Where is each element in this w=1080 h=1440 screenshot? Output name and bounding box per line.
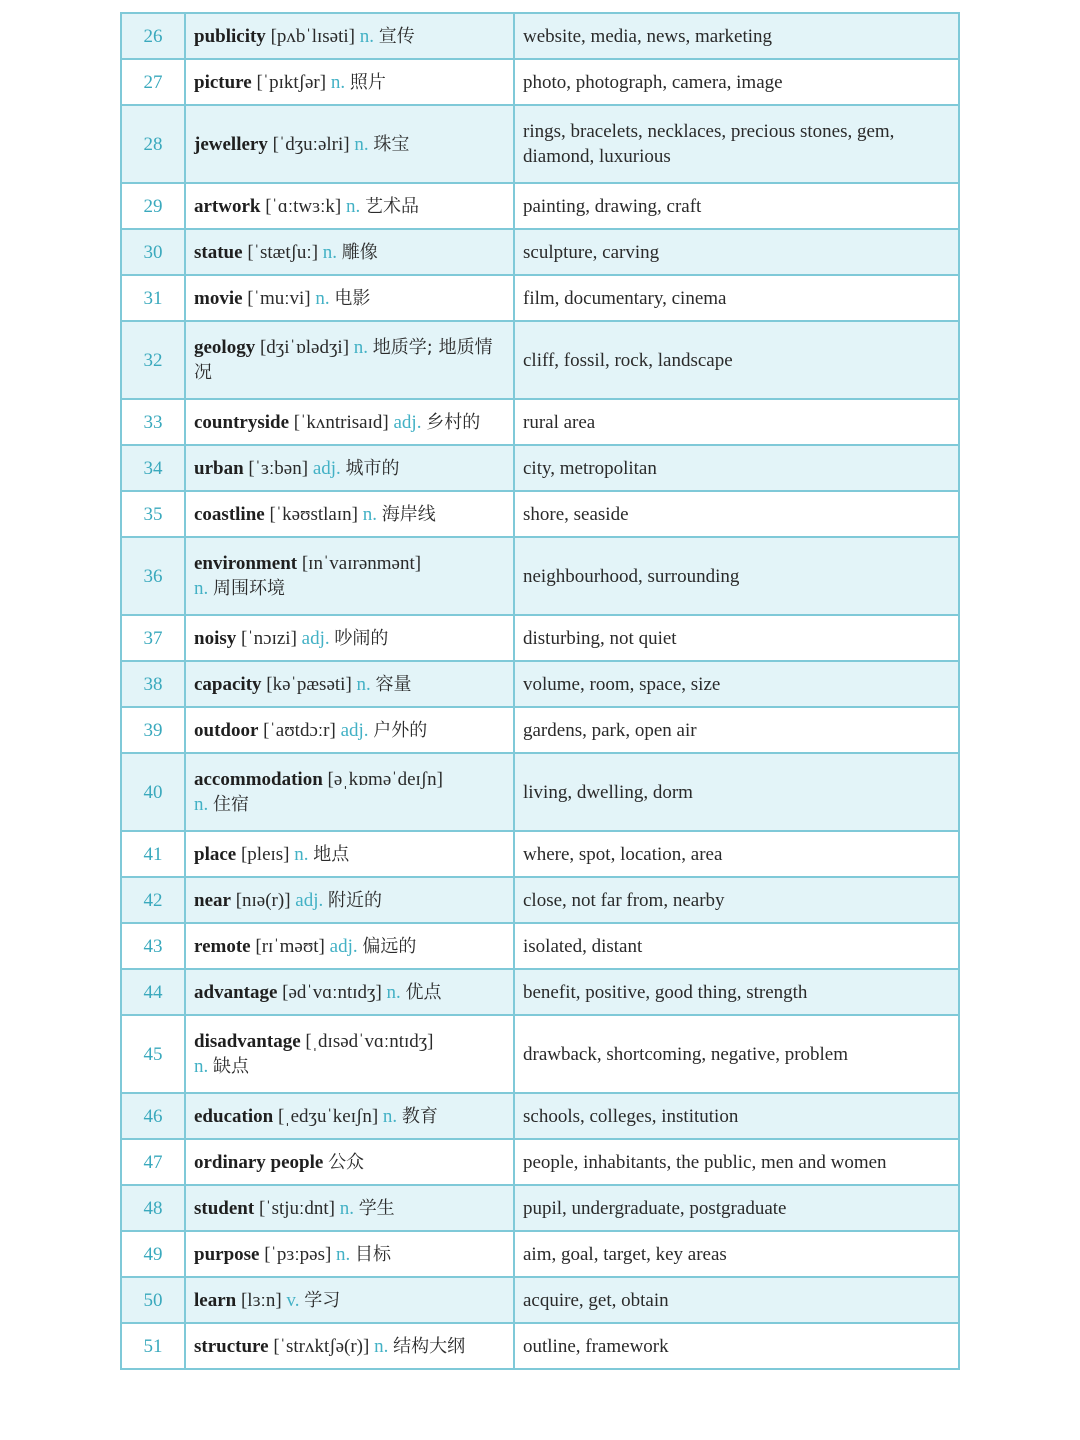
row-number: 26 [121,13,185,59]
word-cell [185,831,514,877]
synonyms-cell: website, media, news, marketing [514,13,959,59]
row-number: 42 [121,877,185,923]
headword: remote [194,935,251,957]
word-cell [185,1277,514,1323]
part-of-speech: n. [194,578,209,599]
vocab-row [121,445,959,491]
phonetic: [ˈnɔɪzi] [241,627,297,649]
row-number: 43 [121,923,185,969]
word-cell [185,877,514,923]
headword: capacity [194,673,262,695]
synonyms-cell: film, documentary, cinema [514,275,959,321]
vocab-row [121,229,959,275]
synonyms-cell: drawback, shortcoming, negative, problem [514,1015,959,1093]
part-of-speech: n. [359,25,374,47]
synonyms-cell: pupil, undergraduate, postgraduate [514,1185,959,1231]
phonetic: [ˈstætʃuː] [247,241,319,263]
chinese-meaning: 公众 [328,1151,365,1173]
synonyms-cell: sculpture, carving [514,229,959,275]
headword: statue [194,241,243,263]
chinese-meaning: 住宿 [213,794,249,815]
chinese-meaning: 户外的 [373,719,428,741]
phonetic: [ədˈvɑːntɪdʒ] [282,981,382,1003]
row-number: 44 [121,969,185,1015]
vocab-row [121,1231,959,1277]
part-of-speech: n. [382,1105,398,1127]
word-cell [185,753,514,831]
chinese-meaning: 雕像 [341,241,378,263]
part-of-speech: adj. [340,719,369,741]
vocab-row [121,399,959,445]
word-cell [185,1139,514,1185]
synonyms-cell: gardens, park, open air [514,707,959,753]
chinese-meaning: 地点 [313,843,350,865]
part-of-speech: n. [356,673,371,695]
vocab-row [121,877,959,923]
headword: learn [194,1289,237,1311]
chinese-meaning: 乡村的 [426,411,481,433]
vocab-row [121,1093,959,1139]
part-of-speech: n. [345,195,361,217]
part-of-speech: n. [354,133,369,155]
headword: education [194,1105,274,1127]
synonyms-cell: schools, colleges, institution [514,1093,959,1139]
chinese-meaning: 学生 [358,1197,395,1219]
vocab-row [121,105,959,183]
headword: environment [194,553,298,574]
word-cell [185,491,514,537]
phonetic: [ˈdʒuːəlri] [272,133,350,155]
row-number: 51 [121,1323,185,1369]
synonyms-cell: living, dwelling, dorm [514,753,959,831]
word-cell [185,1323,514,1369]
word-cell [185,183,514,229]
phonetic: [pleɪs] [240,843,290,865]
headword: outdoor [194,719,259,741]
synonyms-cell: outline, framework [514,1323,959,1369]
headword: jewellery [194,133,268,155]
chinese-meaning: 学习 [304,1289,341,1311]
vocab-row [121,707,959,753]
synonyms-cell: volume, room, space, size [514,661,959,707]
vocab-row [121,1185,959,1231]
row-number: 31 [121,275,185,321]
headword: ordinary people [194,1151,324,1173]
chinese-meaning: 容量 [375,673,412,695]
part-of-speech: adj. [312,457,341,479]
vocab-row [121,183,959,229]
vocab-row [121,1015,959,1093]
phonetic: [dʒiˈɒlədʒi] [259,337,350,358]
word-cell [185,923,514,969]
synonyms-cell: aim, goal, target, key areas [514,1231,959,1277]
headword: place [194,843,237,865]
phonetic: [lɜːn] [240,1289,282,1311]
synonyms-cell: where, spot, location, area [514,831,959,877]
chinese-meaning: 电影 [334,287,371,309]
part-of-speech: n. [322,241,338,263]
row-number: 41 [121,831,185,877]
vocab-row [121,923,959,969]
phonetic: [ˈkʌntrisaɪd] [293,411,389,433]
chinese-meaning: 缺点 [213,1056,249,1077]
row-number: 30 [121,229,185,275]
headword: advantage [194,981,278,1003]
part-of-speech: v. [286,1289,300,1311]
part-of-speech: n. [339,1197,354,1219]
part-of-speech: n. [362,503,377,525]
part-of-speech: adj. [295,889,324,911]
headword: near [194,889,231,911]
row-number: 33 [121,399,185,445]
vocab-row [121,491,959,537]
word-cell [185,105,514,183]
word-cell [185,969,514,1015]
phonetic: [nɪə(r)] [235,889,291,911]
chinese-meaning: 宣传 [378,25,415,47]
row-number: 28 [121,105,185,183]
row-number: 36 [121,537,185,615]
word-cell [185,537,514,615]
row-number: 32 [121,321,185,399]
row-number: 40 [121,753,185,831]
headword: coastline [194,503,265,525]
part-of-speech: n. [194,794,209,815]
headword: movie [194,287,243,309]
row-number: 38 [121,661,185,707]
chinese-meaning: 海岸线 [381,503,436,525]
chinese-meaning: 珠宝 [373,133,410,155]
row-number: 46 [121,1093,185,1139]
vocab-row [121,615,959,661]
row-number: 49 [121,1231,185,1277]
phonetic: [ˈstjuːdnt] [258,1197,335,1219]
vocab-row [121,1323,959,1369]
vocab-row [121,969,959,1015]
row-number: 50 [121,1277,185,1323]
row-number: 47 [121,1139,185,1185]
synonyms-cell: close, not far from, nearby [514,877,959,923]
vocab-row [121,831,959,877]
row-number: 48 [121,1185,185,1231]
chinese-meaning: 附近的 [328,889,383,911]
headword: geology [194,337,256,358]
synonyms-cell: neighbourhood, surrounding [514,537,959,615]
vocab-row [121,13,959,59]
headword: publicity [194,25,266,47]
synonyms-cell: city, metropolitan [514,445,959,491]
vocab-row [121,59,959,105]
headword: structure [194,1335,269,1357]
word-cell [185,707,514,753]
chinese-meaning: 地质学; 地质情况 [194,337,493,383]
headword: countryside [194,411,289,433]
vocab-row [121,537,959,615]
word-cell [185,1185,514,1231]
chinese-meaning: 周围环境 [213,578,285,599]
row-number: 45 [121,1015,185,1093]
word-cell [185,615,514,661]
synonyms-cell: photo, photograph, camera, image [514,59,959,105]
part-of-speech: n. [336,1243,351,1265]
word-cell [185,59,514,105]
phonetic: [ˈɜːbən] [248,457,309,479]
word-cell [185,1015,514,1093]
headword: purpose [194,1243,260,1265]
synonyms-cell: disturbing, not quiet [514,615,959,661]
headword: disadvantage [194,1031,301,1052]
synonyms-cell: painting, drawing, craft [514,183,959,229]
vocabulary-table-body [121,13,959,1369]
phonetic: [ˈaʊtdɔːr] [263,719,336,741]
part-of-speech: n. [330,71,346,93]
chinese-meaning: 城市的 [345,457,400,479]
synonyms-cell: acquire, get, obtain [514,1277,959,1323]
word-cell [185,13,514,59]
vocab-row [121,661,959,707]
word-cell [185,399,514,445]
row-number: 34 [121,445,185,491]
phonetic: [ˈɑːtwɜːk] [265,195,342,217]
phonetic: [ˌedʒuˈkeɪʃn] [277,1105,379,1127]
phonetic: [ˈpɪktʃər] [256,71,327,93]
word-cell [185,229,514,275]
part-of-speech: adj. [301,627,330,649]
phonetic: [əˌkɒməˈdeɪʃn] [327,769,443,790]
synonyms-cell: rings, bracelets, necklaces, precious stones, gem, diamond, luxurious [514,105,959,183]
part-of-speech: n. [315,287,330,309]
synonyms-cell: cliff, fossil, rock, landscape [514,321,959,399]
chinese-meaning: 吵闹的 [334,627,389,649]
part-of-speech: n. [386,981,401,1003]
vocabulary-sheet [120,12,960,1370]
phonetic: [ˈpɜːpəs] [264,1243,332,1265]
part-of-speech: n. [374,1335,389,1357]
headword: noisy [194,627,237,649]
chinese-meaning: 教育 [401,1105,438,1127]
word-cell [185,321,514,399]
headword: picture [194,71,252,93]
phonetic: [pʌbˈlɪsəti] [270,25,355,47]
synonyms-cell: benefit, positive, good thing, strength [514,969,959,1015]
chinese-meaning: 优点 [405,981,442,1003]
phonetic: [ˌdɪsədˈvɑːntɪdʒ] [305,1031,434,1052]
word-cell [185,275,514,321]
phonetic: [kəˈpæsəti] [266,673,352,695]
part-of-speech: n. [294,843,309,865]
synonyms-cell: rural area [514,399,959,445]
vocabulary-table [120,12,960,1370]
row-number: 35 [121,491,185,537]
phonetic: [ɪnˈvaɪrənmənt] [301,553,422,574]
word-cell [185,661,514,707]
phonetic: [ˈstrʌktʃə(r)] [273,1335,370,1357]
part-of-speech: adj. [329,935,358,957]
word-cell [185,1231,514,1277]
synonyms-cell: people, inhabitants, the public, men and women [514,1139,959,1185]
headword: accommodation [194,769,323,790]
part-of-speech: n. [353,337,369,358]
chinese-meaning: 目标 [355,1243,392,1265]
row-number: 39 [121,707,185,753]
vocab-row [121,275,959,321]
part-of-speech: n. [194,1056,209,1077]
word-cell [185,1093,514,1139]
headword: artwork [194,195,261,217]
row-number: 37 [121,615,185,661]
vocab-row [121,321,959,399]
phonetic: [rɪˈməʊt] [255,935,325,957]
part-of-speech: adj. [393,411,422,433]
chinese-meaning: 偏远的 [362,935,417,957]
row-number: 29 [121,183,185,229]
headword: urban [194,457,244,479]
vocab-row [121,1277,959,1323]
chinese-meaning: 照片 [349,71,386,93]
vocab-row [121,1139,959,1185]
synonyms-cell: shore, seaside [514,491,959,537]
word-cell [185,445,514,491]
chinese-meaning: 艺术品 [364,195,419,217]
synonyms-cell: isolated, distant [514,923,959,969]
headword: student [194,1197,255,1219]
vocab-row [121,753,959,831]
row-number: 27 [121,59,185,105]
chinese-meaning: 结构大纲 [393,1335,466,1357]
phonetic: [ˈkəʊstlaɪn] [269,503,358,525]
phonetic: [ˈmuːvi] [247,287,311,309]
